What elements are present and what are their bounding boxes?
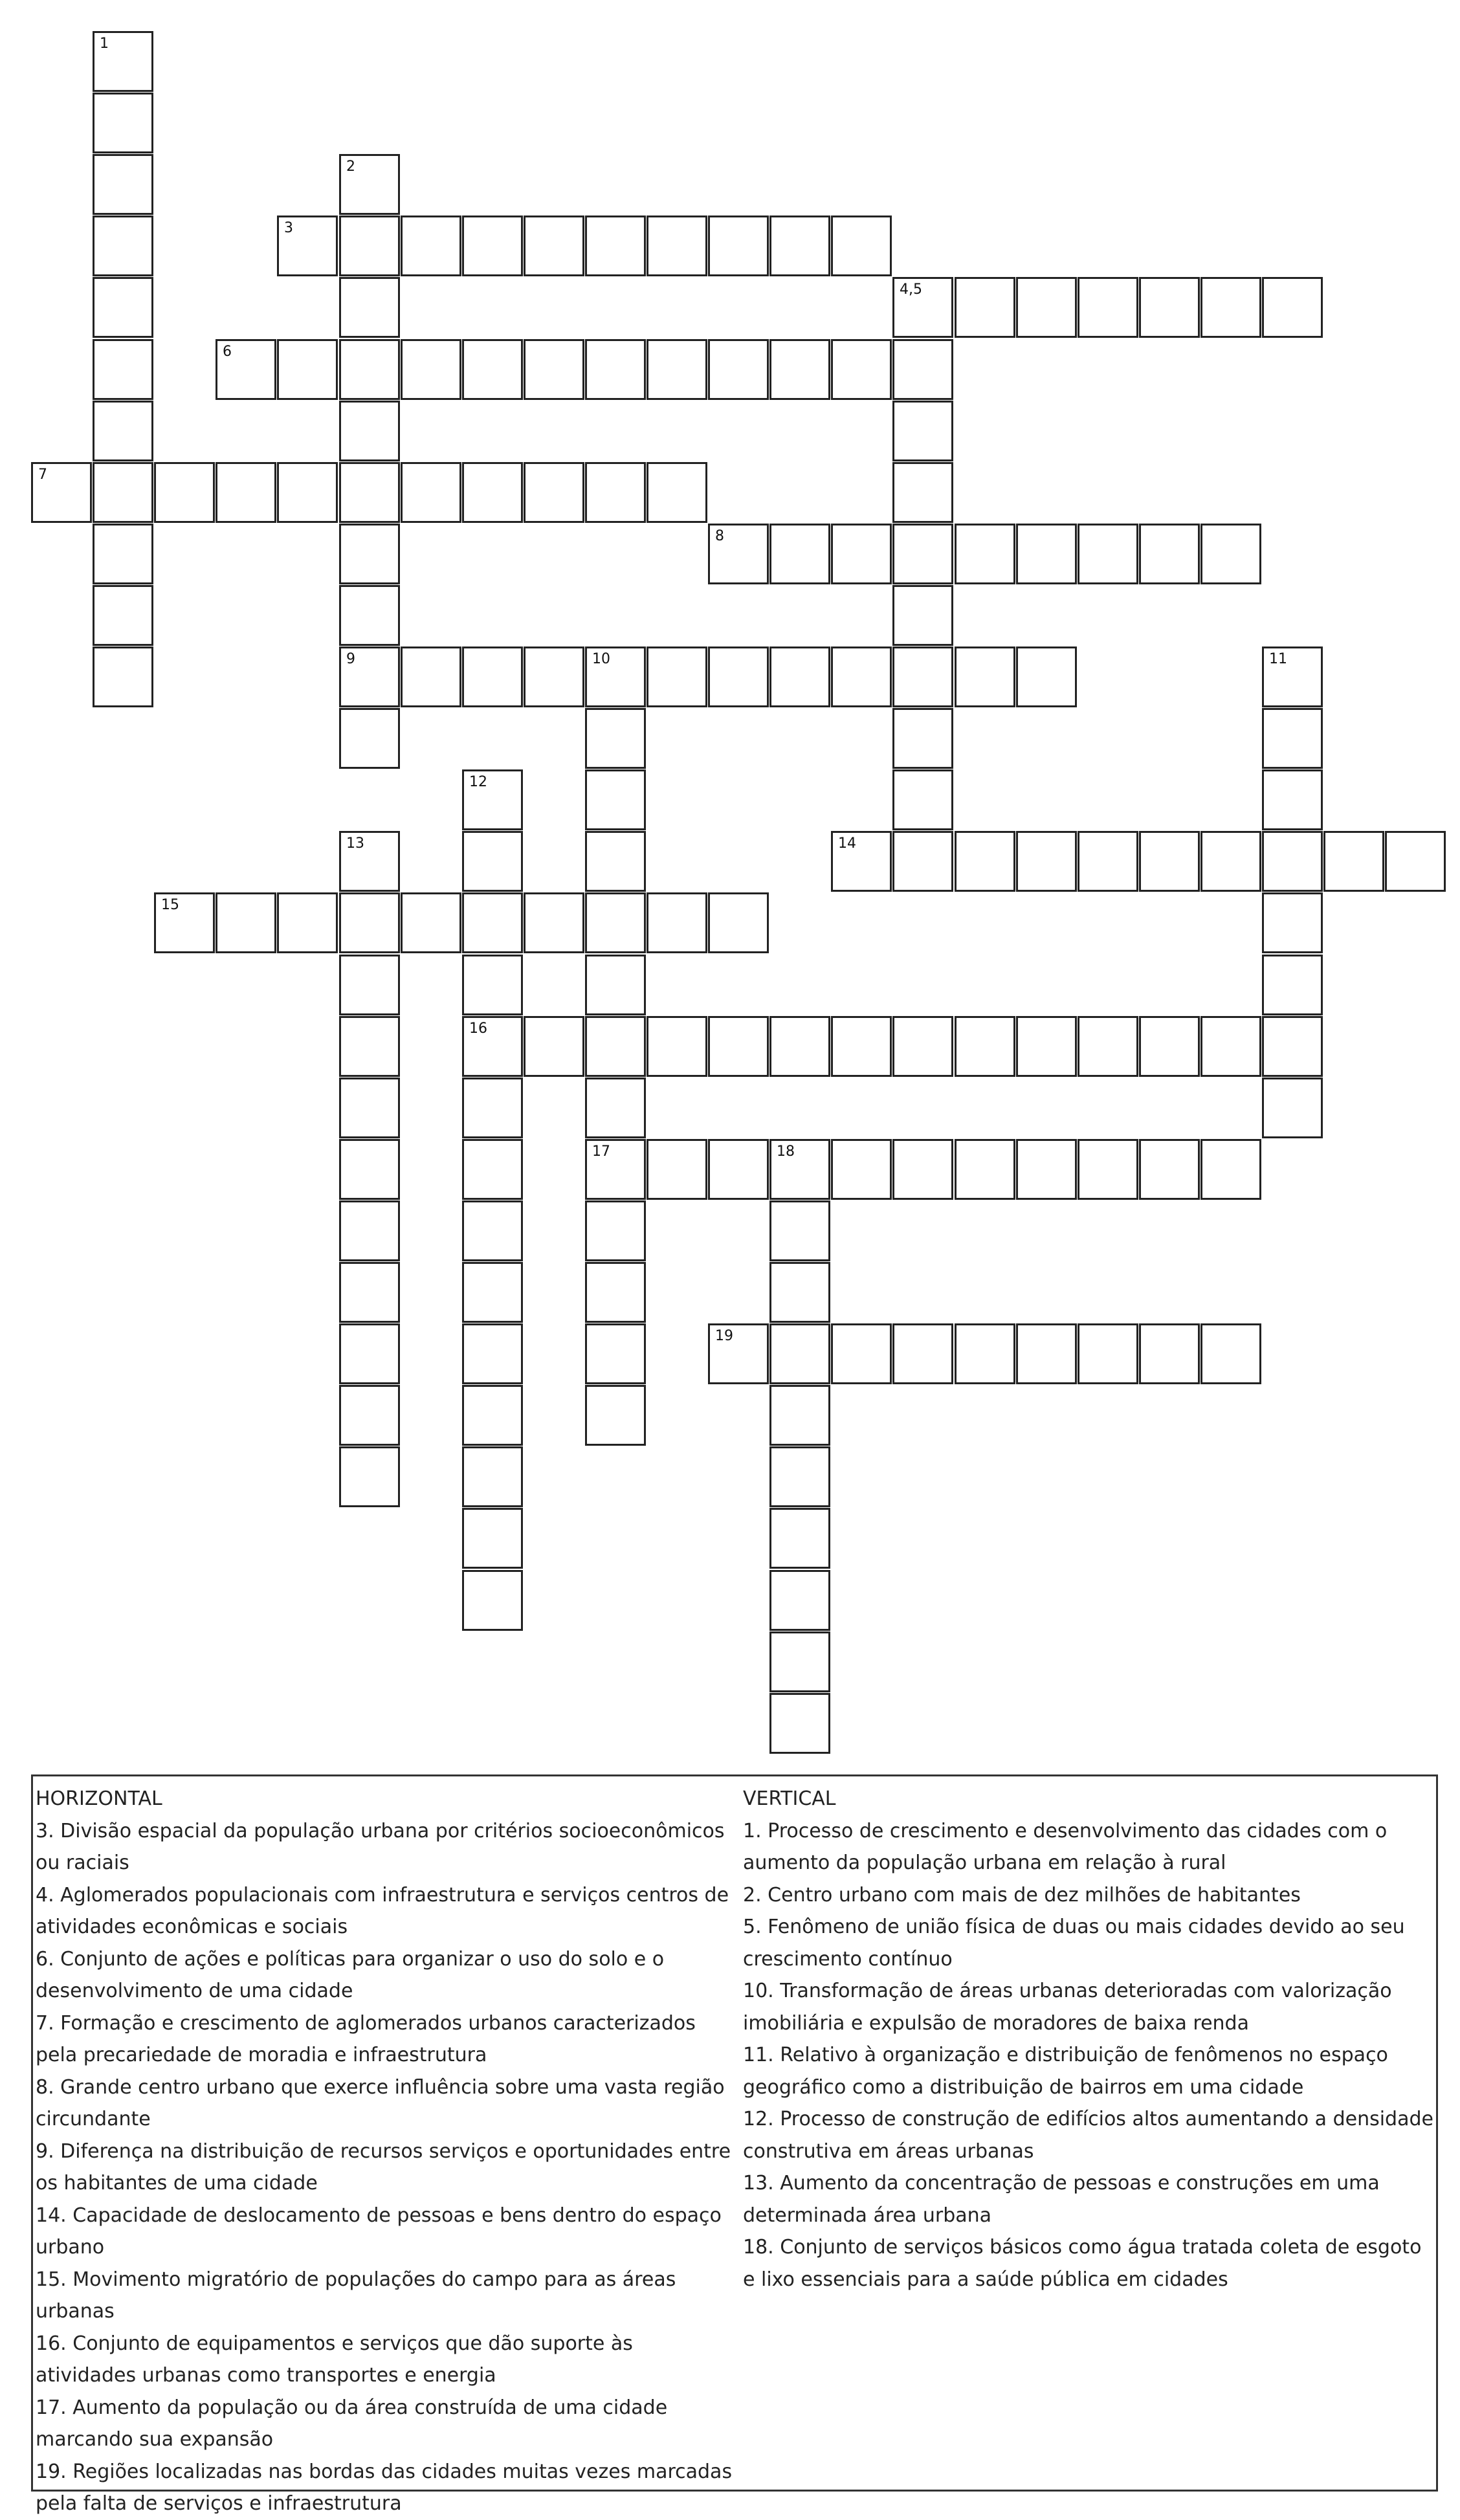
crossword-cell[interactable]: [1262, 647, 1323, 707]
crossword-cell[interactable]: [524, 1016, 584, 1077]
crossword-cell[interactable]: [462, 831, 523, 892]
crossword-cell[interactable]: [524, 339, 584, 400]
crossword-cell[interactable]: [769, 1446, 830, 1507]
clue-v12: 12. Processo de construção de edifícios altos aumentando a densidade construtiva em áreas urbanas: [743, 2108, 1433, 2163]
horizontal-clues: [36, 1783, 738, 2520]
crossword-cell[interactable]: [769, 1508, 830, 1569]
crossword-cell[interactable]: [585, 216, 646, 276]
crossword-cell[interactable]: [585, 462, 646, 523]
crossword-cell[interactable]: [585, 339, 646, 400]
crossword-cell[interactable]: [462, 216, 523, 276]
crossword-cell[interactable]: [524, 892, 584, 953]
crossword-cell[interactable]: [339, 401, 400, 461]
crossword-cell[interactable]: [1139, 524, 1200, 584]
crossword-cell[interactable]: [1078, 1323, 1138, 1384]
clue-number: 19: [715, 1328, 733, 1344]
clue-number: 13: [346, 835, 364, 852]
crossword-cell[interactable]: [93, 339, 153, 400]
crossword-cell[interactable]: [831, 216, 892, 276]
crossword-cell[interactable]: [1139, 277, 1200, 338]
crossword-cell[interactable]: [401, 462, 461, 523]
crossword-cell[interactable]: [339, 277, 400, 338]
clue-number: 12: [469, 774, 487, 790]
crossword-cell[interactable]: [647, 216, 707, 276]
vertical-clues: [743, 1783, 1435, 2295]
clue-v1: 1. Processo de crescimento e desenvolvimento das cidades com o aumento da população urbana em relação à rural: [743, 1819, 1388, 1874]
crossword-cell[interactable]: [1016, 647, 1077, 707]
crossword-cell[interactable]: [1262, 831, 1323, 892]
crossword-cell[interactable]: [831, 1139, 892, 1200]
crossword-cell[interactable]: [1200, 1323, 1261, 1384]
crossword-cell[interactable]: [1200, 524, 1261, 584]
crossword-cell[interactable]: [462, 1323, 523, 1384]
crossword-cell[interactable]: [462, 955, 523, 1015]
crossword-cell[interactable]: [339, 831, 400, 892]
crossword-cell[interactable]: [585, 1385, 646, 1446]
crossword-cell[interactable]: [277, 339, 338, 400]
crossword-cell[interactable]: [339, 1323, 400, 1384]
clue-number: 7: [38, 467, 47, 483]
crossword-cell[interactable]: [339, 955, 400, 1015]
clue-v10: 10. Transformação de áreas urbanas deterioradas com valorização imobiliária e expulsão de moradores de baixa renda: [743, 1980, 1392, 2035]
crossword-cell[interactable]: [955, 831, 1015, 892]
crossword-cell[interactable]: [585, 1323, 646, 1384]
clue-h4: 4. Aglomerados populacionais com infraestrutura e serviços centros de atividades econômicas e sociais: [36, 1883, 729, 1938]
crossword-cell[interactable]: [339, 216, 400, 276]
crossword-cell[interactable]: [216, 892, 276, 953]
crossword-cell[interactable]: [769, 1385, 830, 1446]
crossword-cell[interactable]: [585, 769, 646, 830]
crossword-cell[interactable]: [831, 647, 892, 707]
crossword-cell[interactable]: [277, 216, 338, 276]
crossword-cell[interactable]: [339, 1385, 400, 1446]
clue-number: 11: [1269, 651, 1287, 667]
crossword-cell[interactable]: [277, 892, 338, 953]
crossword-cell[interactable]: [769, 1631, 830, 1692]
clue-number: 18: [777, 1144, 795, 1160]
clue-h14: 14. Capacidade de deslocamento de pessoas e bens dentro do espaço urbano: [36, 2204, 722, 2259]
crossword-cell[interactable]: [708, 216, 769, 276]
crossword-cell[interactable]: [769, 1200, 830, 1261]
crossword-cell[interactable]: [585, 708, 646, 769]
clue-v18: 18. Conjunto de serviços básicos como água tratada coleta de esgoto e lixo essenciais para a saúde pública em cidades: [743, 2236, 1422, 2291]
crossword-cell[interactable]: [892, 585, 953, 646]
crossword-cell[interactable]: [1139, 831, 1200, 892]
clue-v2: 2. Centro urbano com mais de dez milhões de habitantes: [743, 1883, 1301, 1907]
clue-number: 10: [592, 651, 610, 667]
crossword-cell[interactable]: [647, 1139, 707, 1200]
crossword-cell[interactable]: [462, 462, 523, 523]
crossword-cell[interactable]: [93, 462, 153, 523]
crossword-cell[interactable]: [1016, 831, 1077, 892]
crossword-cell[interactable]: [462, 1139, 523, 1200]
crossword-cell[interactable]: [647, 1016, 707, 1077]
crossword-cell[interactable]: [708, 339, 769, 400]
crossword-cell[interactable]: [1078, 831, 1138, 892]
crossword-cell[interactable]: [339, 1016, 400, 1077]
clue-number: 8: [715, 528, 724, 544]
crossword-cell[interactable]: [769, 1262, 830, 1323]
crossword-cell[interactable]: [462, 1016, 523, 1077]
crossword-cell[interactable]: [892, 277, 953, 338]
clue-number: 1: [100, 36, 109, 52]
crossword-cell[interactable]: [401, 892, 461, 953]
clue-v13: 13. Aumento da concentração de pessoas e construções em uma determinada área urbana: [743, 2172, 1380, 2227]
crossword-cell[interactable]: [1200, 277, 1261, 338]
crossword-cell[interactable]: [93, 585, 153, 646]
crossword-cell[interactable]: [585, 955, 646, 1015]
crossword-cell[interactable]: [339, 1200, 400, 1261]
crossword-cell[interactable]: [647, 339, 707, 400]
crossword-cell[interactable]: [892, 769, 953, 830]
crossword-cell[interactable]: [708, 1323, 769, 1384]
crossword-cell[interactable]: [769, 339, 830, 400]
clue-number: 14: [838, 835, 856, 852]
crossword-cell[interactable]: [955, 647, 1015, 707]
crossword-cell[interactable]: [1078, 1139, 1138, 1200]
crossword-cell[interactable]: [1262, 277, 1323, 338]
crossword-cell[interactable]: [154, 462, 215, 523]
clue-number: 15: [161, 897, 179, 913]
crossword-cell[interactable]: [401, 647, 461, 707]
crossword-cell[interactable]: [216, 462, 276, 523]
crossword-cell[interactable]: [462, 1508, 523, 1569]
crossword-cell[interactable]: [277, 462, 338, 523]
crossword-cell[interactable]: [892, 339, 953, 400]
crossword-cell[interactable]: [93, 524, 153, 584]
crossword-cell[interactable]: [1323, 831, 1384, 892]
crossword-cell[interactable]: [1262, 955, 1323, 1015]
crossword-cell[interactable]: [585, 1262, 646, 1323]
crossword-cell[interactable]: [93, 647, 153, 707]
crossword-cell[interactable]: [1078, 1016, 1138, 1077]
crossword-cell[interactable]: [769, 216, 830, 276]
crossword-cell[interactable]: [524, 216, 584, 276]
crossword-cell[interactable]: [955, 1139, 1015, 1200]
crossword-cell[interactable]: [647, 892, 707, 953]
crossword-cell[interactable]: [216, 339, 276, 400]
crossword-cell[interactable]: [339, 585, 400, 646]
crossword-cell[interactable]: [524, 647, 584, 707]
crossword-cell[interactable]: [462, 647, 523, 707]
crossword-cell[interactable]: [708, 892, 769, 953]
crossword-cell[interactable]: [892, 462, 953, 523]
crossword-cell[interactable]: [585, 1200, 646, 1261]
crossword-cell[interactable]: [524, 462, 584, 523]
clue-h8: 8. Grande centro urbano que exerce influência sobre uma vasta região circundante: [36, 2075, 725, 2130]
crossword-cell[interactable]: [769, 1693, 830, 1754]
crossword-cell[interactable]: [462, 1262, 523, 1323]
crossword-cell[interactable]: [892, 708, 953, 769]
clue-v5: 5. Fenômeno de união física de duas ou mais cidades devido ao seu crescimento contínuo: [743, 1916, 1405, 1971]
crossword-cell[interactable]: [1200, 1139, 1261, 1200]
crossword-cell[interactable]: [647, 647, 707, 707]
crossword-cell[interactable]: [339, 462, 400, 523]
clue-number: 17: [592, 1144, 610, 1160]
crossword-cell[interactable]: [1078, 277, 1138, 338]
crossword-cell[interactable]: [892, 1323, 953, 1384]
crossword-cell[interactable]: [339, 154, 400, 215]
clue-v11: 11. Relativo à organização e distribuição de fenômenos no espaço geográfico como a distribuição de bairros em uma cidade: [743, 2044, 1388, 2099]
crossword-cell[interactable]: [401, 216, 461, 276]
crossword-cell[interactable]: [339, 524, 400, 584]
crossword-cell[interactable]: [339, 1446, 400, 1507]
crossword-cell[interactable]: [1262, 708, 1323, 769]
crossword-cell[interactable]: [1200, 1016, 1261, 1077]
crossword-cell[interactable]: [1262, 1078, 1323, 1138]
crossword-cell[interactable]: [892, 524, 953, 584]
crossword-cell[interactable]: [93, 154, 153, 215]
crossword-cell[interactable]: [585, 892, 646, 953]
crossword-cell[interactable]: [31, 462, 92, 523]
crossword-cell[interactable]: [708, 647, 769, 707]
crossword-cell[interactable]: [585, 831, 646, 892]
crossword-cell[interactable]: [892, 1016, 953, 1077]
crossword-cell[interactable]: [1016, 1139, 1077, 1200]
crossword-cell[interactable]: [93, 93, 153, 153]
crossword-cell[interactable]: [769, 1016, 830, 1077]
crossword-cell[interactable]: [892, 831, 953, 892]
crossword-cell[interactable]: [462, 769, 523, 830]
clue-h7: 7. Formação e crescimento de aglomerados urbanos caracterizados pela precariedade de moradia e infraestrutura: [36, 2011, 696, 2066]
crossword-cell[interactable]: [831, 1016, 892, 1077]
clue-h3: 3. Divisão espacial da população urbana por critérios socioeconômicos ou raciais: [36, 1819, 725, 1874]
crossword-cell[interactable]: [769, 647, 830, 707]
crossword-cell[interactable]: [647, 462, 707, 523]
crossword-cell[interactable]: [462, 1385, 523, 1446]
crossword-cell[interactable]: [1139, 1139, 1200, 1200]
crossword-cell[interactable]: [1262, 1016, 1323, 1077]
crossword-cell[interactable]: [339, 339, 400, 400]
crossword-cell[interactable]: [585, 1016, 646, 1077]
crossword-cell[interactable]: [1200, 831, 1261, 892]
crossword-cell[interactable]: [462, 1078, 523, 1138]
clue-number: 16: [469, 1021, 487, 1037]
crossword-cell[interactable]: [708, 1016, 769, 1077]
crossword-cell[interactable]: [769, 524, 830, 584]
horizontal-title: HORIZONTAL: [36, 1787, 162, 1810]
crossword-cell[interactable]: [462, 1570, 523, 1631]
crossword-cell[interactable]: [585, 1139, 646, 1200]
crossword-cell[interactable]: [1016, 1016, 1077, 1077]
crossword-cell[interactable]: [154, 892, 215, 953]
crossword-cell[interactable]: [831, 339, 892, 400]
crossword-cell[interactable]: [769, 1570, 830, 1631]
crossword-cell[interactable]: [401, 339, 461, 400]
crossword-cell[interactable]: [93, 216, 153, 276]
crossword-cell[interactable]: [892, 1139, 953, 1200]
clue-h9: 9. Diferença na distribuição de recursos serviços e oportunidades entre os habitantes de uma cidade: [36, 2139, 731, 2194]
crossword-cell[interactable]: [93, 277, 153, 338]
crossword-cell[interactable]: [1139, 1323, 1200, 1384]
crossword-cell[interactable]: [339, 892, 400, 953]
clue-h19: 19. Regiões localizadas nas bordas das cidades muitas vezes marcadas pela falta de serviços e infraestrutura: [36, 2460, 733, 2515]
crossword-cell[interactable]: [1262, 892, 1323, 953]
crossword-cell[interactable]: [831, 524, 892, 584]
crossword-cell[interactable]: [339, 1139, 400, 1200]
crossword-cell[interactable]: [708, 524, 769, 584]
crossword-cell[interactable]: [892, 401, 953, 461]
crossword-cell[interactable]: [339, 708, 400, 769]
crossword-cell[interactable]: [339, 1078, 400, 1138]
crossword-cell[interactable]: [1262, 769, 1323, 830]
crossword-cell[interactable]: [769, 1139, 830, 1200]
crossword-cell[interactable]: [708, 1139, 769, 1200]
clue-number: 2: [346, 159, 355, 175]
crossword-cell[interactable]: [339, 1262, 400, 1323]
crossword-cell[interactable]: [585, 1078, 646, 1138]
crossword-cell[interactable]: [769, 1323, 830, 1384]
crossword-cell[interactable]: [1016, 524, 1077, 584]
crossword-cell[interactable]: [1078, 524, 1138, 584]
clue-h6: 6. Conjunto de ações e políticas para organizar o uso do solo e o desenvolvimento de uma cidade: [36, 1947, 665, 2002]
clue-h16: 16. Conjunto de equipamentos e serviços que dão suporte às atividades urbanas como transportes e energia: [36, 2332, 633, 2387]
crossword-cell[interactable]: [1385, 831, 1446, 892]
crossword-cell[interactable]: [93, 401, 153, 461]
crossword-cell[interactable]: [892, 647, 953, 707]
clue-number: 6: [223, 344, 232, 360]
crossword-cell[interactable]: [462, 339, 523, 400]
crossword-cell[interactable]: [1139, 1016, 1200, 1077]
vertical-title: VERTICAL: [743, 1787, 836, 1810]
clue-number: 3: [284, 220, 293, 236]
crossword-cell[interactable]: [1016, 277, 1077, 338]
crossword-cell[interactable]: [339, 647, 400, 707]
crossword-cell[interactable]: [462, 892, 523, 953]
crossword-cell[interactable]: [585, 647, 646, 707]
crossword-cell[interactable]: [955, 1016, 1015, 1077]
crossword-cell[interactable]: [1016, 1323, 1077, 1384]
crossword-cell[interactable]: [955, 277, 1015, 338]
crossword-cell[interactable]: [955, 1323, 1015, 1384]
crossword-cell[interactable]: [955, 524, 1015, 584]
crossword-cell[interactable]: [831, 1323, 892, 1384]
crossword-cell[interactable]: [462, 1200, 523, 1261]
clue-number: 9: [346, 651, 355, 667]
crossword-cell[interactable]: [831, 831, 892, 892]
clue-number: 4,5: [900, 282, 922, 298]
crossword-cell[interactable]: [93, 31, 153, 92]
crossword-cell[interactable]: [462, 1446, 523, 1507]
clue-h17: 17. Aumento da população ou da área construída de uma cidade marcando sua expansão: [36, 2396, 668, 2451]
clue-h15: 15. Movimento migratório de populações do campo para as áreas urbanas: [36, 2268, 676, 2323]
clues-box: [31, 1774, 1438, 2515]
